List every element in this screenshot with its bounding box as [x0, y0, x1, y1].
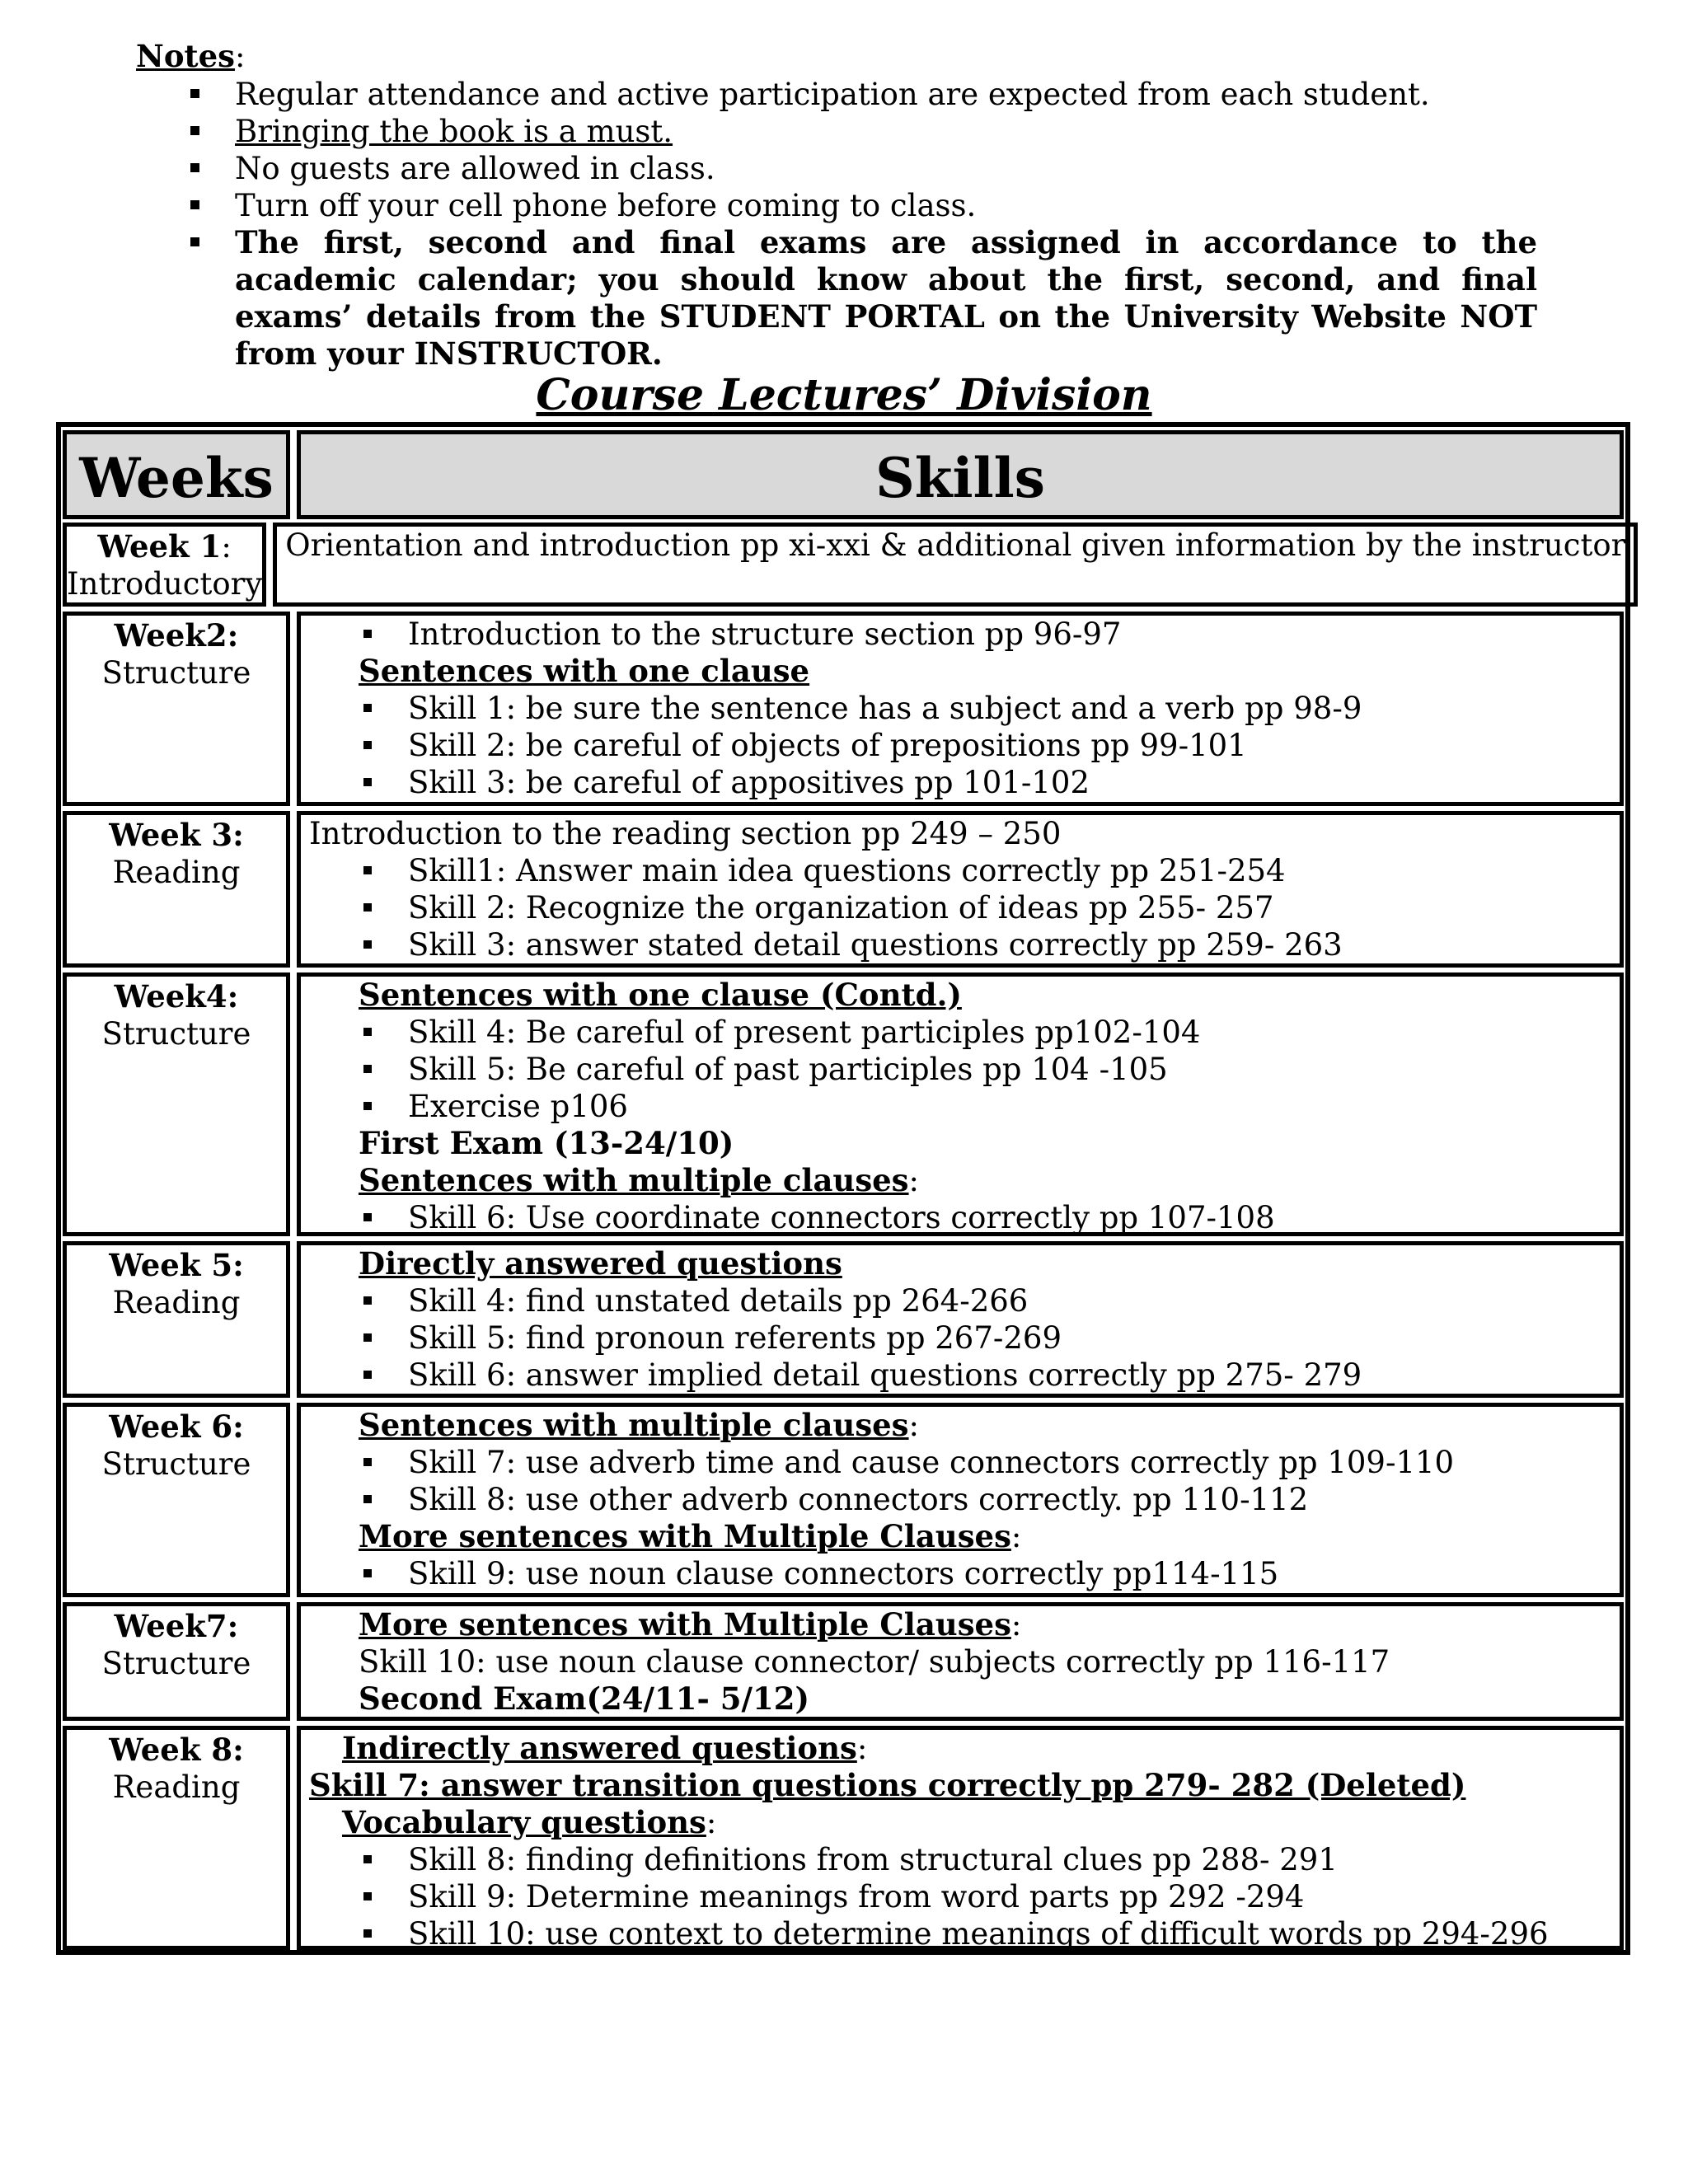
- header-weeks: Weeks: [63, 430, 290, 519]
- week-cell: Week 6: Structure: [63, 1403, 290, 1597]
- table-row-week-8: [63, 1726, 1624, 1950]
- header-skills: Skills: [297, 430, 1624, 519]
- table-row-week-6: [63, 1403, 1624, 1597]
- notes-section: [136, 37, 1537, 373]
- table-row-week-1: [63, 523, 1624, 607]
- notes-item: No guests are allowed in class.: [235, 150, 1537, 187]
- table-caption: Course Lectures’ Division: [536, 370, 1152, 420]
- table-row-week-5: [63, 1241, 1624, 1398]
- skills-cell: More sentences with Multiple Clauses: Skill 10: use noun clause connector/ subjects correctly pp 116-117 Second Exam(24/11- 5/12): [297, 1602, 1624, 1721]
- skills-cell: Directly answered questions Skill 4: find unstated details pp 264-266 Skill 5: find pronoun referents pp 267-269 Skill 6: answer implied detail questions correctly pp 275- 279: [297, 1241, 1624, 1398]
- notes-heading: Notes:: [136, 38, 246, 74]
- week-cell: Week7: Structure: [63, 1602, 290, 1721]
- week-cell: Week 1: Introductory: [63, 523, 266, 607]
- table-row-week-4: [63, 972, 1624, 1236]
- skills-cell: Orientation and introduction pp xi-xxi & additional given information by the instructor: [273, 523, 1638, 607]
- week-cell: Week2: Structure: [63, 612, 290, 806]
- skills-cell: Indirectly answered questions: Skill 7: answer transition questions correctly pp 279- 282 (Deleted) Vocabulary questions: Skill 8: finding definitions from structural clues pp 288- 291 Skill 9: Determine meanings from word parts pp 292 -294 Skill 10: use context to determine meanings of difficult words pp 294-296: [297, 1726, 1624, 1950]
- week-cell: Week 5: Reading: [63, 1241, 290, 1398]
- week-cell: Week 8: Reading: [63, 1726, 290, 1950]
- table-row-week-3: [63, 811, 1624, 968]
- notes-item-exams: The first, second and final exams are assigned in accordance to the academic calendar; you should know about the first, second, and final exams’ details from the STUDENT PORTAL on the University Website NOT from your INSTRUCTOR.: [235, 224, 1537, 372]
- skills-cell: Sentences with one clause (Contd.) Skill 4: Be careful of present participles pp102-104 Skill 5: Be careful of past participles pp 104 -105 Exercise p106 First Exam (13-24/10) Sentences with multiple clauses: Skill 6: Use coordinate connectors correctly pp 107-108: [297, 972, 1624, 1236]
- skills-cell: Sentences with multiple clauses: Skill 7: use adverb time and cause connectors correctly pp 109-110 Skill 8: use other adverb connectors correctly. pp 110-112 More sentences with Multiple Clauses: Skill 9: use noun clause connectors correctly pp114-115: [297, 1403, 1624, 1597]
- week-cell: Week4: Structure: [63, 972, 290, 1236]
- notes-item: Regular attendance and active participation are expected from each student.: [235, 76, 1537, 113]
- table-row-week-7: [63, 1602, 1624, 1721]
- notes-item: Bringing the book is a must.: [235, 113, 1537, 150]
- table-row-week-2: [63, 612, 1624, 806]
- skills-cell: Introduction to the structure section pp 96-97 Sentences with one clause Skill 1: be sure the sentence has a subject and a verb pp 98-9 Skill 2: be careful of objects of prepositions pp 99-101 Skill 3: be careful of appositives pp 101-102: [297, 612, 1624, 806]
- notes-list: [136, 76, 1537, 373]
- table-header-row: [63, 430, 1624, 519]
- week-cell: Week 3: Reading: [63, 811, 290, 968]
- skills-cell: Introduction to the reading section pp 249 – 250 Skill1: Answer main idea questions correctly pp 251-254 Skill 2: Recognize the organization of ideas pp 255- 257 Skill 3: answer stated detail questions correctly pp 259- 263: [297, 811, 1624, 968]
- notes-item: Turn off your cell phone before coming to class.: [235, 187, 1537, 224]
